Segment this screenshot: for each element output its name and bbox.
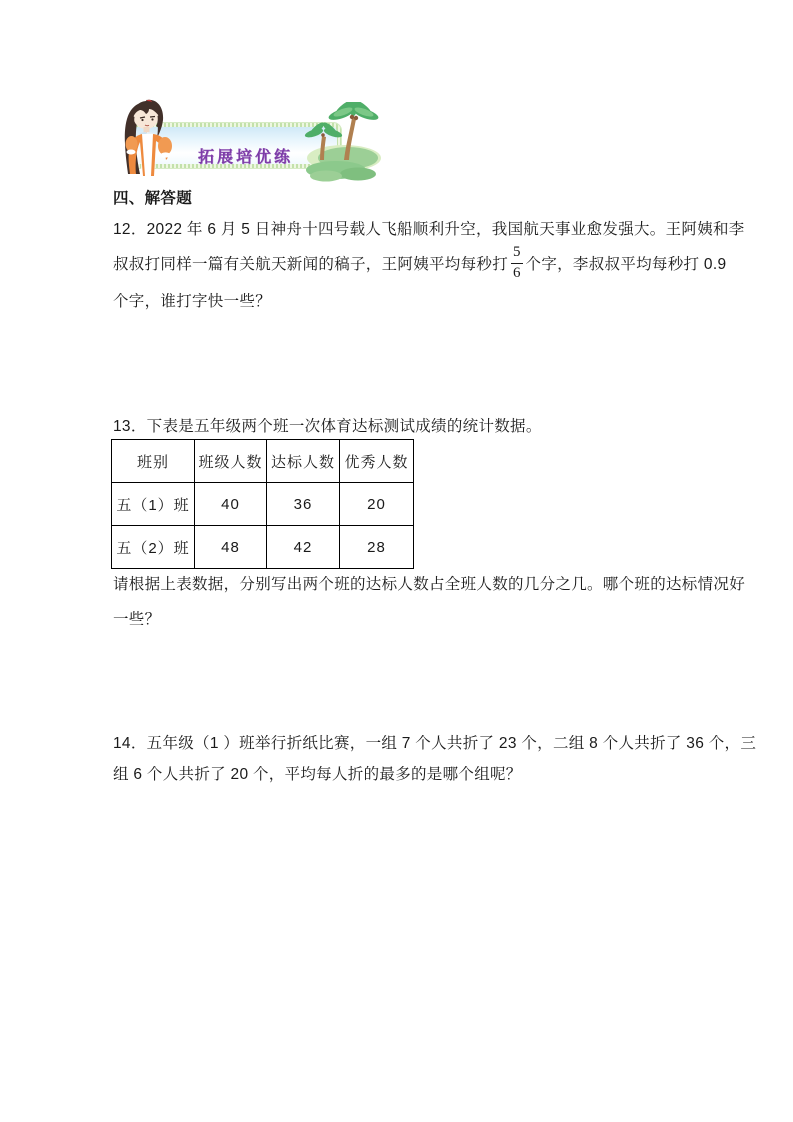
cell-class-1-size: 40	[195, 483, 267, 526]
question-13-question-line-2: 一些？	[113, 611, 161, 628]
table-row	[112, 526, 414, 569]
question-12-line-2	[113, 241, 726, 285]
section-heading: 四、解答题	[113, 190, 193, 207]
girl-illustration-icon	[116, 94, 186, 178]
cell-class-1-passed: 36	[267, 483, 340, 526]
table-row	[112, 483, 414, 526]
banner	[116, 94, 386, 189]
cell-class-1-excellent: 20	[340, 483, 414, 526]
cell-class-2-excellent: 28	[340, 526, 414, 569]
question-12-line-2-before: 叔叔打同样一篇有关航天新闻的稿子，王阿姨平均每秒打	[113, 256, 509, 273]
header-cell-excellent: 优秀人数	[340, 440, 414, 483]
banner-title: 拓展培优练	[198, 149, 294, 166]
fraction-five-sixths	[511, 243, 523, 283]
fraction-denominator: 6	[511, 263, 523, 284]
header-cell-class-size: 班级人数	[195, 440, 267, 483]
cell-class-2-passed: 42	[267, 526, 340, 569]
question-14-line-1: 14．五年级（1 ）班举行折纸比赛，一组 7 个人共折了 23 个，二组 8 个人共折了 36 个，三	[113, 735, 757, 752]
question-12-line-3: 个字，谁打字快一些？	[113, 293, 272, 310]
question-12-line-2-after: 个字，李叔叔平均每秒打 0.9	[525, 256, 727, 273]
question-13-question-line-1: 请根据上表数据，分别写出两个班的达标人数占全班人数的几分之几。哪个班的达标情况好	[113, 576, 746, 593]
question-14-line-2: 组 6 个人共折了 20 个，平均每人折的最多的是哪个组呢？	[113, 766, 522, 783]
class-stats-table	[111, 439, 414, 569]
cell-class-1-name: 五（1）班	[112, 483, 195, 526]
question-13-intro: 13．下表是五年级两个班一次体育达标测试成绩的统计数据。	[113, 418, 542, 435]
table-header-row	[112, 440, 414, 483]
header-cell-class: 班别	[112, 440, 195, 483]
question-12-line-1: 12．2022 年 6 月 5 日神舟十四号载人飞船顺利升空，我国航天事业愈发强大。王阿姨和李	[113, 221, 745, 238]
header-cell-passed: 达标人数	[267, 440, 340, 483]
cell-class-2-size: 48	[195, 526, 267, 569]
cell-class-2-name: 五（2）班	[112, 526, 195, 569]
fraction-numerator: 5	[513, 244, 521, 260]
